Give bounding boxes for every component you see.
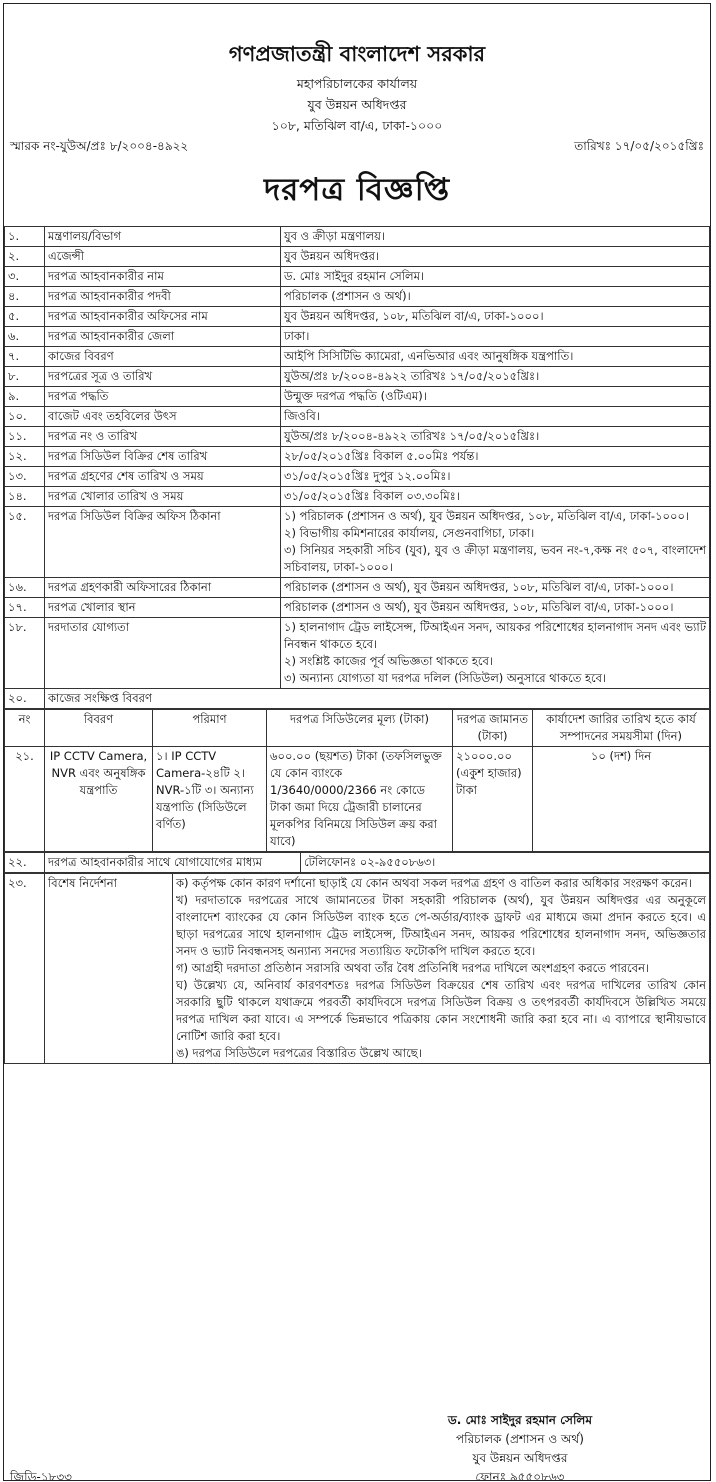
row-label: মন্ত্রণালয়/বিভাগ — [45, 227, 281, 247]
row-value: যুব উন্নয়ন অধিদপ্তর, ১০৮, মতিঝিল বা/এ, ঢাকা-১০০০। — [281, 307, 710, 327]
row-value: যুউঅ/প্রঃ ৮/২০০৪-৪৯২২ তারিখঃ ১৭/০৫/২০১৫খ্রিঃ। — [281, 367, 710, 387]
row-number: ১৫. — [5, 507, 45, 578]
header — [4, 38, 710, 136]
row-number: ১২. — [5, 447, 45, 467]
table-row — [5, 327, 710, 347]
row-label: দরপত্র পদ্ধতি — [45, 387, 281, 407]
table-row — [5, 427, 710, 447]
row-label: দরপত্র আহবানকারীর সাথে যোগাযোগের মাধ্যম — [45, 853, 301, 873]
work-table — [4, 709, 710, 852]
row-value: যুউঅ/প্রঃ ৮/২০০৪-৪৯২২ তারিখঃ ১৭/০৫/২০১৫খ্রিঃ। — [281, 427, 710, 447]
row-number: ১১. — [5, 427, 45, 447]
table-row — [5, 487, 710, 507]
column-header: দরপত্র জামানত (টাকা) — [453, 710, 533, 747]
row-value: ২৮/০৫/২০১৫খ্রিঃ বিকাল ৫.০০মিঃ পর্যন্ত। — [281, 447, 710, 467]
table-row — [5, 347, 710, 367]
reference-row — [4, 138, 710, 158]
row-number: ১৮. — [5, 618, 45, 689]
table-row — [5, 618, 710, 689]
table-row — [5, 578, 710, 598]
row-label: দরপত্র গ্রহণের শেষ তারিখ ও সময় — [45, 467, 281, 487]
row-value: পরিচালক (প্রশাসন ও অর্থ), যুব উন্নয়ন অধিদপ্তর, ১০৮, মতিঝিল বা/এ, ঢাকা-১০০০। — [281, 578, 710, 598]
row-number: ৬. — [5, 327, 45, 347]
row-number: ১৬. — [5, 578, 45, 598]
row-value: পরিচালক (প্রশাসন ও অর্থ), যুব উন্নয়ন অধিদপ্তর, ১০৮, মতিঝিল বা/এ, ঢাকা-১০০০। — [281, 598, 710, 618]
row-number: ২০. — [5, 689, 45, 709]
row-label: দরপত্র নং ও তারিখ — [45, 427, 281, 447]
row-number: ১০. — [5, 407, 45, 427]
tender-notice-page — [3, 3, 711, 1481]
signature-block — [448, 1411, 592, 1481]
department-name: যুব উন্নয়ন অধিদপ্তর — [307, 97, 407, 112]
tender-info-table-2 — [4, 852, 710, 873]
office-address: ১০৮, মতিঝিল বা/এ, ঢাকা-১০০০ — [271, 118, 443, 133]
work-table-header — [5, 710, 710, 747]
gd-code: জিডি-১৮৩৩ — [10, 1470, 72, 1481]
row-number: ৭. — [5, 347, 45, 367]
row-value: যুব উন্নয়ন অধিদপ্তর। — [281, 247, 710, 267]
table-row — [5, 287, 710, 307]
completion-time: ১০ (দশ) দিন — [533, 747, 710, 852]
table-row — [5, 467, 710, 487]
signatory-office: যুব উন্নয়ন অধিদপ্তর — [472, 1451, 568, 1465]
row-number: ৩. — [5, 267, 45, 287]
table-row — [5, 267, 710, 287]
row-label: দরদাতার যোগ্যতা — [45, 618, 281, 689]
row-number: ৮. — [5, 367, 45, 387]
notice-title: দরপত্র বিজ্ঞপ্তি — [263, 172, 451, 208]
memo-number: স্মারক নং-যুউঅ/প্রঃ ৮/২০০৪-৪৯২২ — [10, 139, 189, 153]
row-label: বাজেট এবং তহবিলের উৎস — [45, 407, 281, 427]
tender-info-table-3 — [4, 873, 710, 1064]
row-label: দরপত্র খোলার তারিখ ও সময় — [45, 487, 281, 507]
row-number: ১৭. — [5, 598, 45, 618]
signatory-name: ড. মোঃ সাইদুর রহমান সেলিম — [447, 1413, 592, 1427]
column-header: দরপত্র সিডিউলের মূল্য (টাকা) — [267, 710, 453, 747]
schedule-price: ৬০০.০০ (ছয়শত) টাকা (তফসিলভুক্ত যে কোন ব্যাংকে 1/3640/0000/2366 নং কোডে টাকা জমা দিয়ে ট্রেজারী চালানের মূলকপির বিনিময়ে সিডিউল ক্রয় করা যাবে) — [267, 747, 453, 852]
row-label: দরপত্র আহবানকারীর পদবী — [45, 287, 281, 307]
row-label: দরপত্র সিডিউল বিক্রির অফিস ঠিকানা — [45, 507, 281, 578]
table-row — [5, 387, 710, 407]
table-row — [5, 247, 710, 267]
row-label: দরপত্র গ্রহণকারী অফিসারের ঠিকানা — [45, 578, 281, 598]
row-label: দরপত্র আহবানকারীর নাম — [45, 267, 281, 287]
row-value: উন্মুক্ত দরপত্র পদ্ধতি (ওটিএম)। — [281, 387, 710, 407]
row-number: ১৪. — [5, 487, 45, 507]
row-value: আইপি সিসিটিভি ক্যামেরা, এনভিআর এবং আনুষঙ্গিক যন্ত্রপাতি। — [281, 347, 710, 367]
table-row — [5, 227, 710, 247]
column-header: নং — [5, 710, 45, 747]
row-value: ড. মোঃ সাইদুর রহমান সেলিম। — [281, 267, 710, 287]
table-row — [5, 367, 710, 387]
item-description: IP CCTV Camera, NVR এবং অনুষঙ্গিক যন্ত্রপাতি — [45, 747, 153, 852]
row-number: ২১. — [5, 747, 45, 852]
row-label: দরপত্র আহবানকারীর জেলা — [45, 327, 281, 347]
row-number: ৫. — [5, 307, 45, 327]
government-title: গণপ্রজাতন্ত্রী বাংলাদেশ সরকার — [228, 42, 486, 66]
row-value: ১) হালনাগাদ ট্রেড লাইসেন্স, টিআইএন সনদ, আয়কর পরিশোধের হালনাগাদ সনদ এবং ভ্যাট নিবন্ধন থাকতে হবে। ২) সংশ্লিষ্ট কাজের পূর্ব অভিজ্ঞতা থাকতে হবে। ৩) অন্যান্য যোগ্যতা যা দরপত্র দলিল (সিডিউল) অনুসারে থাকতে হবে। — [281, 618, 710, 689]
row-value: ৩১/০৫/২০১৫খ্রিঃ দুপুর ১২.০০মিঃ। — [281, 467, 710, 487]
row-number: ৪. — [5, 287, 45, 307]
row-number: ২২. — [5, 853, 45, 873]
column-header: কার্যাদেশ জারির তারিখ হতে কার্য সম্পাদনের সময়সীমা (দিন) — [533, 710, 710, 747]
memo-date: তারিখঃ ১৭/০৫/২০১৫খ্রিঃ — [574, 139, 704, 153]
row-number: ৯. — [5, 387, 45, 407]
special-instructions: ক) কর্তৃপক্ষ কোন কারণ দর্শানো ছাড়াই যে কোন অথবা সকল দরপত্র গ্রহণ ও বাতিল করার অধিকার সংরক্ষণ করেন। খ) দরদাতাকে দরপত্রের সাথে জামানতের টাকা সহকারী পরিচালক (অর্থ), যুব উন্নয়ন অধিদপ্তর এর অনুকূলে বাংলাদেশ ব্যাংকের যে কোন সিডিউল ব্যাংক হতে পে-অর্ডার/ব্যাংক ড্রাফট এর মাধ্যমে জমা প্রদান করতে হবে। এ ছাড়া দরপত্রের সাথে হালনাগাদ ট্রেড লাইসেন্স, টিআইএন সনদ, আয়কর পরিশোধের হালনাগাদ সনদ, অভিজ্ঞতার সনদ ও ভ্যাট নিবন্ধনসহ অন্যান্য সনদের সত্যায়িত ফটোকপি দাখিল করতে হবে। গ) আগ্রহী দরদাতা প্রতিষ্ঠান সরাসরি অথবা তাঁর বৈধ প্রতিনিধি দরপত্র দাখিলে অংশগ্রহণ করতে পারবেন। ঘ) উল্লেখ্য যে, অনিবার্য কারণবশতঃ দরপত্র সিডিউল বিক্রয়ের শেষ তারিখ এবং দরপত্র দাখিলের তারিখ কোন সরকারি ছুটি থাকলে যথাক্রমে পরবর্তী কার্যদিবসে দরপত্র সিডিউল বিক্রয় ও তৎপরবর্তী কার্যদিবসে উল্লিখিত সময়ে দরপত্র দাখিল করা যাবে। এ সম্পর্কে ভিন্নভাবে পত্রিকায় কোন সংশোধনী জারি করা হবে না। এ ব্যাপারে স্থানীয়ভাবে নোটিশ জারি করা হবে। ঙ) দরপত্র সিডিউলে দরপত্রের বিস্তারিত উল্লেখ আছে। — [173, 874, 710, 1064]
table-row — [5, 447, 710, 467]
table-row — [5, 874, 710, 1064]
tender-info-table — [4, 226, 710, 709]
signatory-designation: পরিচালক (প্রশাসন ও অর্থ) — [455, 1432, 584, 1446]
row-value: ৩১/০৫/২০১৫খ্রিঃ বিকাল ০৩.৩০মিঃ। — [281, 487, 710, 507]
row-value: পরিচালক (প্রশাসন ও অর্থ)। — [281, 287, 710, 307]
signatory-phone: ফোনঃ ৯৫৫০৮৬৩ — [475, 1470, 565, 1481]
table-row — [5, 689, 710, 709]
table-row — [5, 598, 710, 618]
row-label: দরপত্রের সূত্র ও তারিখ — [45, 367, 281, 387]
row-label: দরপত্র খোলার স্থান — [45, 598, 281, 618]
column-header: বিবরণ — [45, 710, 153, 747]
table-row — [5, 307, 710, 327]
row-label: কাজের সংক্ষিপ্ত বিবরণ — [45, 689, 710, 709]
row-number: ১. — [5, 227, 45, 247]
row-value: ১) পরিচালক (প্রশাসন ও অর্থ), যুব উন্নয়ন অধিদপ্তর, ১০৮, মতিঝিল বা/এ, ঢাকা-১০০০। ২) বিভাগীয় কমিশনারের কার্যালয়, সেগুনবাগিচা, ঢাকা। ৩) সিনিয়র সহকারী সচিব (যুব), যুব ও ক্রীড়া মন্ত্রণালয়, ভবন নং-৭,কক্ষ নং ৫০৭, বাংলাদেশ সচিবালয়, ঢাকা-১০০০। — [281, 507, 710, 578]
row-number: ১৩. — [5, 467, 45, 487]
row-label: কাজের বিবরণ — [45, 347, 281, 367]
column-header: পরিমাণ — [153, 710, 267, 747]
row-value: জিওবি। — [281, 407, 710, 427]
office-name: মহাপরিচালকের কার্যালয় — [296, 76, 418, 91]
tender-security: ২১০০০.০০ (একুশ হাজার) টাকা — [453, 747, 533, 852]
table-row — [5, 853, 710, 873]
item-quantity: ১। IP CCTV Camera-২৪টি ২। NVR-১টি ৩। অন্যান্য যন্ত্রপাতি (সিডিউলে বর্ণিত) — [153, 747, 267, 852]
table-row — [5, 407, 710, 427]
work-table-row — [5, 747, 710, 852]
row-label: বিশেষ নির্দেশনা — [45, 874, 173, 1064]
row-number: ২. — [5, 247, 45, 267]
row-value: যুব ও ক্রীড়া মন্ত্রণালয়। — [281, 227, 710, 247]
row-number: ২৩. — [5, 874, 45, 1064]
row-value: ঢাকা। — [281, 327, 710, 347]
row-label: দরপত্র আহবানকারীর অফিসের নাম — [45, 307, 281, 327]
row-value: টেলিফোনঃ ০২-৯৫৫০৮৬৩। — [301, 853, 710, 873]
row-label: দরপত্র সিডিউল বিক্রির শেষ তারিখ — [45, 447, 281, 467]
table-row — [5, 507, 710, 578]
row-label: এজেন্সী — [45, 247, 281, 267]
